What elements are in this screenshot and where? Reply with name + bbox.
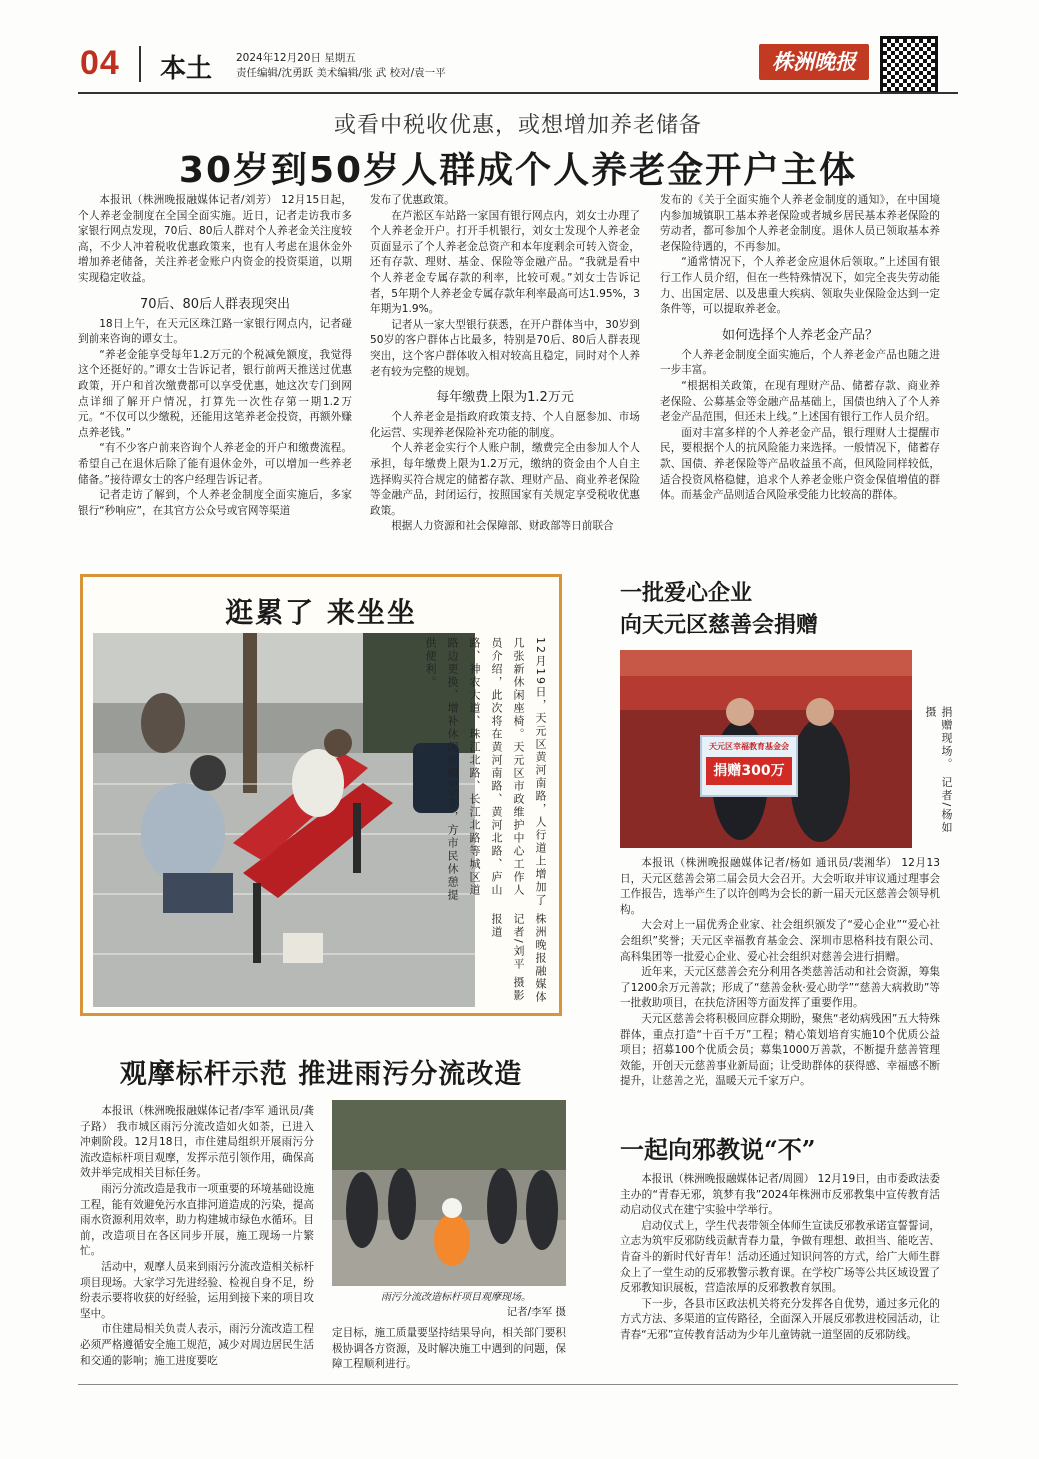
qr-code-icon [880, 36, 938, 94]
drainage-paragraph: 市住建局相关负责人表示，雨污分流改造工程必须严格遵循安全施工规范，减少对周边居民生活和交通的影响；施工进度要吃 [80, 1323, 314, 1367]
cult-paragraph: 启动仪式上，学生代表带领全体师生宣读反邪教承诺宣誓誓词，立志为筑牢反邪防线贡献青春力量，争做有理想、敢担当、能吃苦、肯奋斗的新时代好青年！活动还通过知识问答的方式，给广大师生群众上了一堂生动的反邪教警示教育课。在学校广场等公共区域设置了反邪教知识展板，营造浓厚的反邪教教育氛围。 [620, 1219, 940, 1295]
cult-title: 一起向邪教说“不” [620, 1135, 816, 1164]
drainage-paragraph: 活动中，观摩人员来到雨污分流改造相关标杆项目现场。大家学习先进经验、检视自身不足，纷纷表示要将收获的好经验，运用到接下来的项目攻坚中。 [80, 1260, 314, 1320]
lead-paragraph: 18日上午，在天元区珠江路一家银行网点内，记者碰到前来咨询的谭女士。 [78, 317, 352, 346]
lead-paragraph: 发布的《关于全面实施个人养老金制度的通知》，在中国境内参加城镇职工基本养老保险或者城乡居民基本养老保险的劳动者，都可参加个人养老金制度。退休人员已领取基本养老保险待遇的，不再参加。 [660, 194, 940, 253]
charity-paragraph: 近年来，天元区慈善会充分利用各类慈善活动和社会资源，筹集了1200余万元善款；形成了“慈善金秋·爱心助学”“慈善大病救助”等一批救助项目，在扶危济困等方面发挥了重要作用。 [620, 966, 940, 1010]
charity-photo-credit: 捐赠现场。 记者/杨如 摄 [924, 706, 953, 835]
lead-paragraph: 根据人力资源和社会保障部、财政部等日前联合 [391, 520, 614, 533]
donation-board-org: 天元区幸福教育基金会 [709, 742, 789, 751]
lead-column-2 [370, 193, 640, 535]
lead-paragraph: 发布了优惠政策。 [370, 194, 455, 206]
lead-headline: 30岁到50岁人群成个人养老金开户主体 [178, 150, 858, 191]
page-number: 04 [80, 44, 120, 82]
charity-body [620, 856, 940, 1090]
drainage-paragraph: 本报讯（株洲晚报融媒体记者/李军 通讯员/龚子路） 我市城区雨污分流改造如火如荼，已进入冲刺阶段。12月18日，市住建局组织开展雨污分流改造标杆项目观摩，发挥示范引领作用，确保高效并举完成相关目标任务。 [80, 1105, 314, 1180]
drainage-photo [332, 1100, 566, 1286]
lead-paragraph: “有不少客户前来咨询个人养老金的开户和缴费流程。希望自己在退休后除了能有退休金外，可以增加一些养老储备。”接待谭女士的客户经理告诉记者。 [78, 442, 352, 486]
drainage-photo-credit: 记者/李军 摄 [506, 1306, 566, 1318]
cult-body [620, 1172, 940, 1344]
lead-column-3 [660, 193, 940, 504]
cult-paragraph: 本报讯（株洲晚报融媒体记者/周圆） 12月19日，由市委政法委主办的“青春无邪，筑梦有我”2024年株洲市反邪教集中宣传教育活动启动仪式在建宁实验中学举行。 [620, 1173, 940, 1217]
lead-paragraph: 记者从一家大型银行获悉，在开户群体当中，30岁到50岁的客户群体占比最多，特别是70后、80后人群表现突出，这个客户群体收入相对较高且稳定，同时对个人养老有较为完整的规划。 [370, 318, 640, 378]
paper-logo: 株洲晚报 [759, 44, 869, 80]
cult-paragraph: 下一步，各县市区政法机关将充分发挥各自优势，通过多元化的方式方法、多渠道的宣传路径，全面深入开展反邪教进校园活动，让青春“无邪”宣传教育活动为少年儿童铸就一道坚固的反邪防线。 [620, 1297, 940, 1341]
bench-story-box [80, 574, 562, 1016]
bench-photo-illustration [93, 633, 475, 1007]
bench-caption: 12月19日，天元区黄河南路，人行道上增加了几张新休闲座椅。天元区市政维护中心工作人员介绍，此次将在黄河南路、黄河北路、庐山路、神农大道、珠江北路、长江北路等城区道路边更换、增补休闲座椅55张，方市民休憩提供便利。 [424, 637, 547, 907]
masthead-rule [78, 92, 958, 94]
lead-deck: 或看中税收优惠，或想增加养老储备 [333, 113, 702, 138]
lead-paragraph: 个人养老金是指政府政策支持、个人自愿参加、市场化运营、实现养老保险补充功能的制度。 [370, 411, 640, 439]
lead-paragraph: “通常情况下，个人养老金应退休后领取。”上述国有银行工作人员介绍，但在一些特殊情况下，如完全丧失劳动能力、出国定居、以及患重大疾病、领取失业保险金达到一定条件等，可以提取养老金。 [660, 256, 940, 316]
donation-board-amount: 捐赠300万 [706, 757, 792, 785]
charity-paragraph: 本报讯（株洲晚报融媒体记者/杨如 通讯员/裴湘华） 12月13日，天元区慈善会第二届会员大会召开。大会听取并审议通过理事会工作报告，选举产生了以许创鸣为会长的新一届天元区慈善会领导机构。 [620, 857, 940, 916]
lead-paragraph: 本报讯（株洲晚报融媒体记者/刘芳） 12月15日起，个人养老金制度在全国全面实施。近日，记者走访我市多家银行网点发现，70后、80后人群对个人养老金关注度较高，不少人冲着税收优惠政策来，也有人考虑在退休金外增加养老储备，关注养老金账户内资金的投资渠道，以期实现稳定收益。 [78, 194, 352, 284]
section-name: 本土 [160, 54, 213, 84]
lead-subhead-3: 如何选择个人养老金产品？ [721, 327, 878, 343]
bottom-rule [78, 1384, 958, 1385]
lead-paragraph: 面对丰富多样的个人养老金产品，银行理财人士提醒市民，要根据个人的抗风险能力来选择。一般情况下，储蓄存款、国债、养老保险等产品收益虽不高，但风险同样较低，适合投资风格稳健，追求个人养老金账户资金保值增值的群体。而基金产品则适合风险承受能力比较高的群体。 [660, 426, 940, 502]
lead-paragraph: “养老金能享受每年1.2万元的个税减免额度，我觉得这个还挺好的。”谭女士告诉记者，银行前两天推送过优惠政策，开户和首次缴费都可以享受优惠，她这次专门到网点详细了解开户情况，打算先一次性存第一期1.2万元。“不仅可以少缴税，还能用这笔养老金投资，再额外赚点养老钱。” [78, 348, 352, 439]
drainage-paragraph: 雨污分流改造是我市一项重要的环境基础设施工程，能有效避免污水直排河道造成的污染，提高雨水资源利用效率，助力构建城市绿色水循环。目前，改造项目在各区同步开展，施工现场一片繁忙。 [80, 1182, 314, 1258]
lead-paragraph: 在芦淞区车站路一家国有银行网点内，刘女士办理了个人养老金开户。打开手机银行，刘女士发现个人养老金页面显示了个人养老金总资产和本年度剩余可转入资金，还有存款、理财、基金、保险等金融产品。“我就是看中个人养老金专属存款的利率，比较可观。”刘女士告诉记者，5年期个人养老金专属存款年利率最高可达1.95%，3年期为1.9%。 [370, 209, 640, 316]
drainage-column-2 [332, 1326, 566, 1373]
bench-title: 逛累了 来坐坐 [225, 596, 417, 629]
drainage-photo-illustration [332, 1100, 566, 1286]
drainage-photo-caption: 雨污分流改造标杆项目观摩现场。 [381, 1292, 531, 1303]
date-line: 2024年12月20日 星期五 [236, 52, 356, 64]
donation-board [700, 735, 798, 797]
lead-paragraph: 个人养老金制度全面实施后，个人养老金产品也随之进一步丰富。 [660, 348, 940, 377]
charity-paragraph: 大会对上一届优秀企业家、社会组织颁发了“爱心企业”“爱心社会组织”奖誉；天元区幸福教育基金会、深圳市思格科技有限公司、高科集团等一批爱心企业、爱心社会组织对慈善会进行捐赠。 [620, 919, 940, 963]
charity-title-line-2: 向天元区慈善会捐赠 [620, 612, 819, 638]
editors-line: 责任编辑/沈勇跃 美术编辑/张 武 校对/袁一平 [236, 67, 446, 79]
charity-paragraph: 天元区慈善会将积极回应群众期盼，聚焦“老幼病残困”五大特殊群体，重点打造“十百千万”工程；精心策划培育实施10个优质公益项目；招募100个优质会员；募集1000万善款，不断提升慈善管理效能，开创天元慈善事业新局面；让受助群体的获得感、幸福感不断提升，让慈善之光，温暖天元千家万户。 [620, 1012, 940, 1088]
bench-credit: 株洲晚报融媒体记者/刘平 摄影报道 [490, 913, 547, 1004]
drainage-paragraph: 定目标，施工质量要坚持结果导向，相关部门要积极协调各方资源，及时解决施工中遇到的问题，保障工程顺利进行。 [332, 1327, 566, 1371]
lead-column-1 [78, 193, 352, 519]
lead-subhead-1: 70后、80后人群表现突出 [139, 296, 291, 312]
charity-title-line-1: 一批爱心企业 [620, 580, 753, 606]
drainage-column-1 [80, 1104, 314, 1369]
lead-subhead-2: 每年缴费上限为1.2万元 [436, 390, 574, 406]
lead-paragraph: “根据相关政策，在现有理财产品、储蓄存款、商业养老保险、公募基金等金融产品基础上，国债也纳入了个人养老金产品范围，但还未上线。”上述国有银行工作人员介绍。 [660, 379, 940, 424]
drainage-title: 观摩标杆示范 推进雨污分流改造 [119, 1059, 523, 1090]
bench-photo [93, 633, 475, 1007]
masthead-divider [139, 46, 141, 82]
lead-paragraph: 个人养老金实行个人账户制，缴费完全由参加人个人承担，每年缴费上限为1.2万元，缴纳的资金由个人自主选择购买符合规定的储蓄存款、理财产品、商业养老保险等金融产品，封闭运行，按照国家有关规定享受税收优惠政策。 [370, 442, 640, 517]
lead-paragraph: 记者走访了解到，个人养老金制度全面实施后，多家银行“秒响应”，在其官方公众号或官网等渠道 [78, 489, 352, 517]
